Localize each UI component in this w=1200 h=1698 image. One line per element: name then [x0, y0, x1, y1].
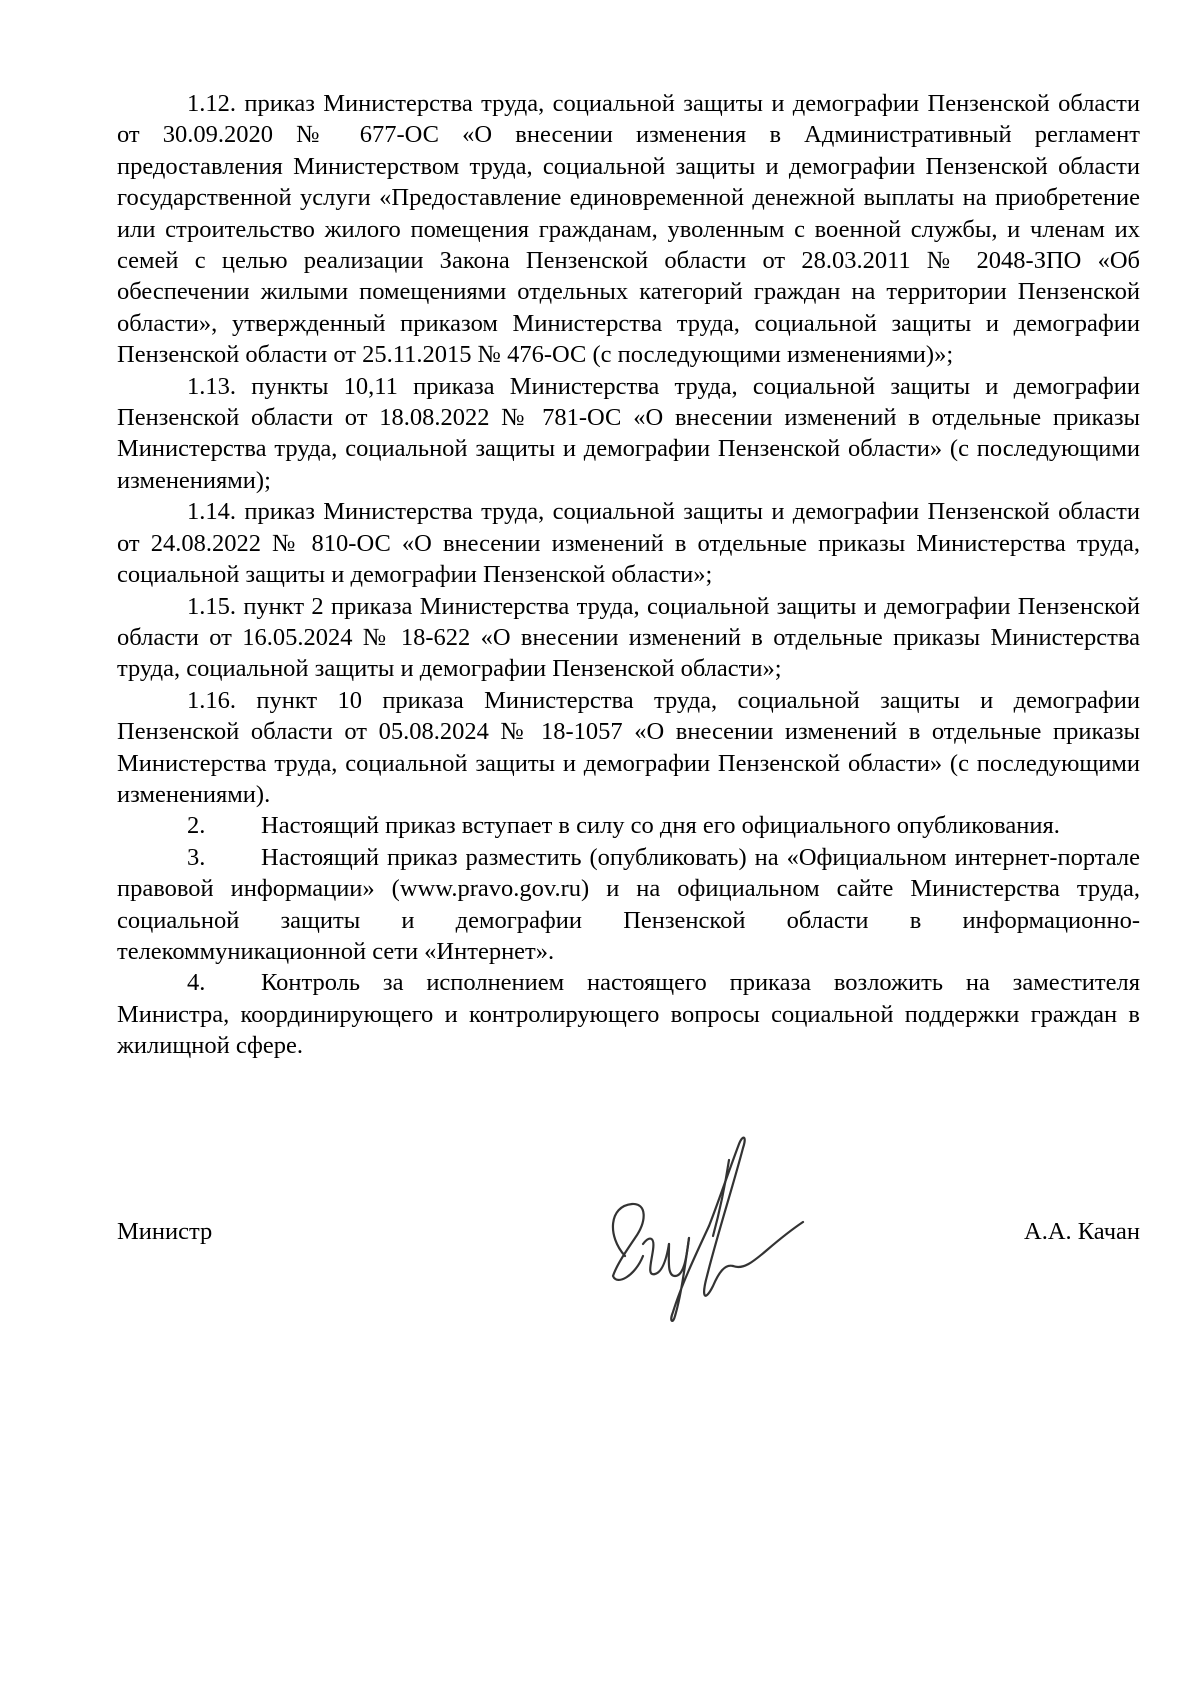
paragraph-text: Настоящий приказ разместить (опубликовать) на «Официальном интернет-портале правовой информации» (www.pravo.gov.ru) и на официальном сайте Министерства труда, социальной защиты и демографии Пензенской области в информационно-телекоммуникационной сети «Интернет».: [117, 843, 1140, 965]
paragraph-1-12: 1.12. приказ Министерства труда, социальной защиты и демографии Пензенской области от 30.09.2020 № 677-ОС «О внесении изменения в Административный регламент предоставления Министерством труда, социальной защиты и демографии Пензенской области государственной услуги «Предоставление единовременной денежной выплаты на приобретение или строительство жилого помещения гражданам, уволенным с военной службы, и членам их семей с целью реализации Закона Пензенской области от 28.03.2011 № 2048-ЗПО «Об обеспечении жилыми помещениями отдельных категорий граждан на территории Пензенской области», утвержденный приказом Министерства труда, социальной защиты и демографии Пензенской области от 25.11.2015 № 476-ОС (с последующими изменениями)»;: [117, 90, 1140, 369]
document-body: [117, 88, 1140, 1062]
signatory-name: А.А. Качан: [1024, 1218, 1140, 1245]
paragraph-text: Настоящий приказ вступает в силу со дня его официального опубликования.: [261, 812, 1060, 840]
paragraph-1-15: 1.15. пункт 2 приказа Министерства труда, социальной защиты и демографии Пензенской области от 16.05.2024 № 18-622 «О внесении изменений в отдельные приказы Министерства труда, социальной защиты и демографии Пензенской области»;: [117, 592, 1140, 683]
paragraph-1-14: 1.14. приказ Министерства труда, социальной защиты и демографии Пензенской области от 24.08.2022 № 810-ОС «О внесении изменений в отдельные приказы Министерства труда, социальной защиты и демографии Пензенской области»;: [117, 498, 1140, 589]
paragraph-number: 2.: [187, 812, 206, 840]
handwritten-signature: [577, 1126, 817, 1336]
paragraph-1-13: 1.13. пункты 10,11 приказа Министерства труда, социальной защиты и демографии Пензенской области от 18.08.2022 № 781-ОС «О внесении изменений в отдельные приказы Министерства труда, социальной защиты и демографии Пензенской области» (с последующими изменениями);: [117, 372, 1140, 494]
paragraph-3: [117, 842, 1140, 968]
paragraph-4: [117, 967, 1140, 1061]
paragraph-text: Контроль за исполнением настоящего приказа возложить на заместителя Министра, координирующего и контролирующего вопросы социальной поддержки граждан в жилищной сфере.: [117, 969, 1140, 1060]
paragraph-2: [117, 810, 1140, 841]
signatory-title: Министр: [117, 1218, 213, 1245]
paragraph-1-16: 1.16. пункт 10 приказа Министерства труда, социальной защиты и демографии Пензенской области от 05.08.2024 № 18-1057 «О внесении изменений в отдельные приказы Министерства труда, социальной защиты и демографии Пензенской области» (с последующими изменениями).: [117, 686, 1140, 808]
paragraph-number: 3.: [187, 843, 206, 871]
paragraph-number: 4.: [187, 969, 206, 997]
signature-block: [117, 1126, 1140, 1326]
